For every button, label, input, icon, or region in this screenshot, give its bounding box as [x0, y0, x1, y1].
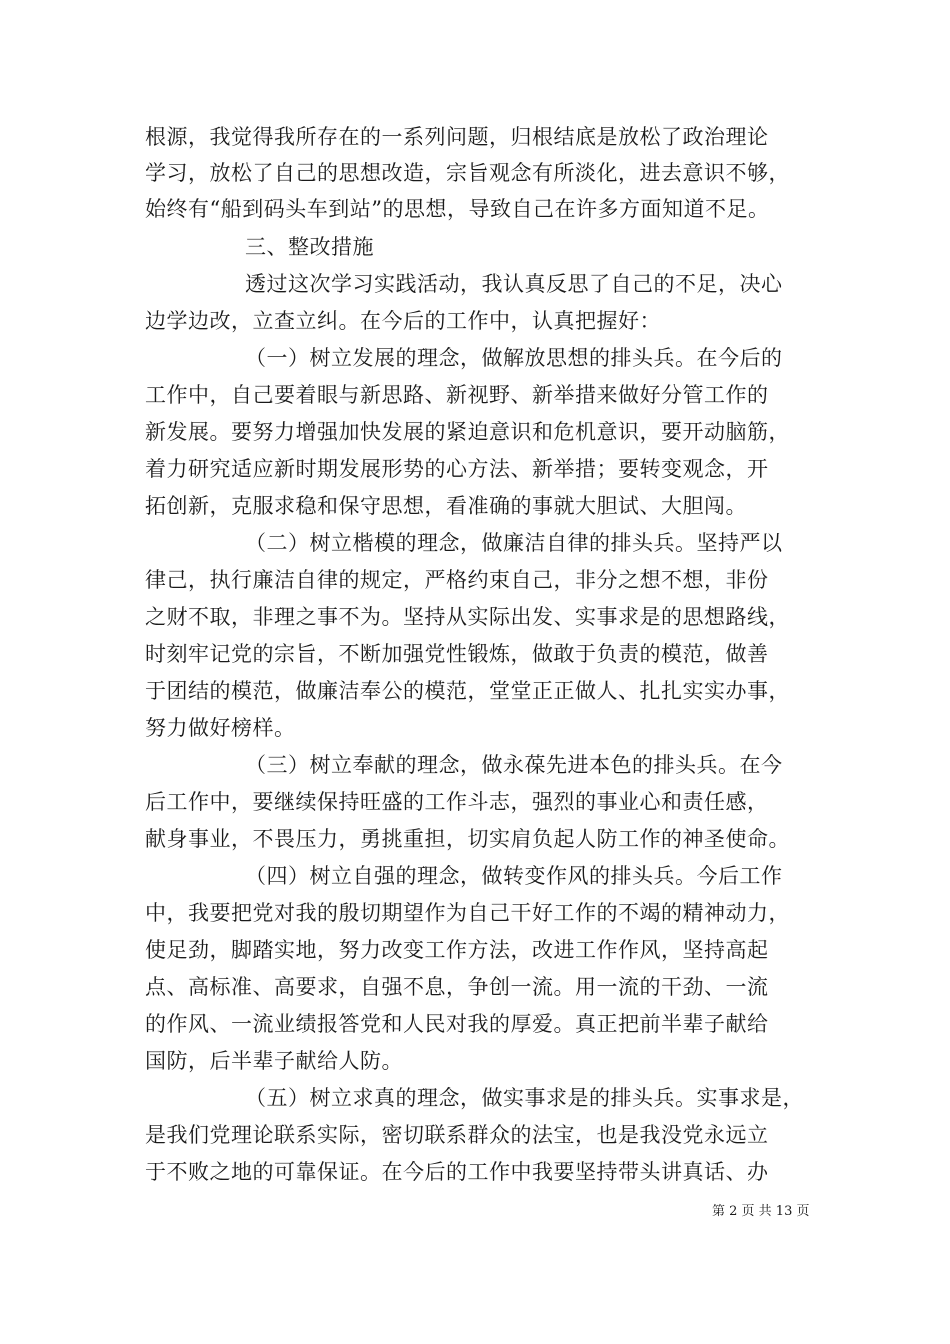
text-line: 点、高标准、高要求，自强不息，争创一流。用一流的干劲、一流 — [145, 975, 769, 999]
text-line: 于团结的模范，做廉洁奉公的模范，堂堂正正做人、扎扎实实办事， — [145, 679, 790, 703]
text-line: （一）树立发展的理念，做解放思想的排头兵。在今后的 — [245, 346, 783, 370]
text-line: 努力做好榜样。 — [145, 716, 296, 740]
text-line: 新发展。要努力增强加快发展的紧迫意识和危机意识，要开动脑筋， — [145, 420, 790, 444]
text-line: 国防，后半辈子献给人防。 — [145, 1049, 403, 1073]
text-line: 律己，执行廉洁自律的规定，严格约束自己，非分之想不想，非份 — [145, 568, 769, 592]
text-line: 于不败之地的可靠保证。在今后的工作中我要坚持带头讲真话、办 — [145, 1160, 769, 1184]
text-line: 献身事业，不畏压力，勇挑重担，切实肩负起人防工作的神圣使命。 — [145, 827, 790, 851]
text-line: 使足劲，脚踏实地，努力改变工作方法，改进工作作风，坚持高起 — [145, 938, 769, 962]
section-heading: 三、整改措施 — [245, 235, 374, 259]
text-line: 透过这次学习实践活动，我认真反思了自己的不足，决心 — [245, 272, 783, 296]
text-line: 时刻牢记党的宗旨，不断加强党性锻炼，做敢于负责的模范，做善 — [145, 642, 769, 666]
text-line: （二）树立楷模的理念，做廉洁自律的排头兵。坚持严以 — [245, 531, 783, 555]
text-line: 边学边改，立查立纠。在今后的工作中，认真把握好： — [145, 309, 661, 333]
text-line: 着力研究适应新时期发展形势的心方法、新举措；要转变观念，开 — [145, 457, 769, 481]
text-line: 学习，放松了自己的思想改造，宗旨观念有所淡化，进去意识不够， — [145, 161, 790, 185]
text-line: 中，我要把党对我的殷切期望作为自己干好工作的不竭的精神动力， — [145, 901, 790, 925]
text-line: 之财不取，非理之事不为。坚持从实际出发、实事求是的思想路线， — [145, 605, 790, 629]
text-line: 的作风、一流业绩报答党和人民对我的厚爱。真正把前半辈子献给 — [145, 1012, 769, 1036]
text-line: （四）树立自强的理念，做转变作风的排头兵。今后工作 — [245, 864, 783, 888]
text-line: 工作中，自己要着眼与新思路、新视野、新举措来做好分管工作的 — [145, 383, 769, 407]
page-footer: 第 2 页 共 13 页 — [712, 1204, 810, 1219]
text-line: 始终有“船到码头车到站”的思想，导致自己在许多方面知道不足。 — [145, 197, 770, 221]
text-line: （三）树立奉献的理念，做永葆先进本色的排头兵。在今 — [245, 753, 783, 777]
text-line: 后工作中，要继续保持旺盛的工作斗志，强烈的事业心和责任感， — [145, 790, 769, 814]
text-line: （五）树立求真的理念，做实事求是的排头兵。实事求是， — [245, 1086, 804, 1110]
text-line: 是我们党理论联系实际，密切联系群众的法宝，也是我没党永远立 — [145, 1123, 769, 1147]
text-line: 拓创新，克服求稳和保守思想，看准确的事就大胆试、大胆闯。 — [145, 494, 747, 518]
text-line: 根源，我觉得我所存在的一系列问题，归根结底是放松了政治理论 — [145, 125, 769, 149]
